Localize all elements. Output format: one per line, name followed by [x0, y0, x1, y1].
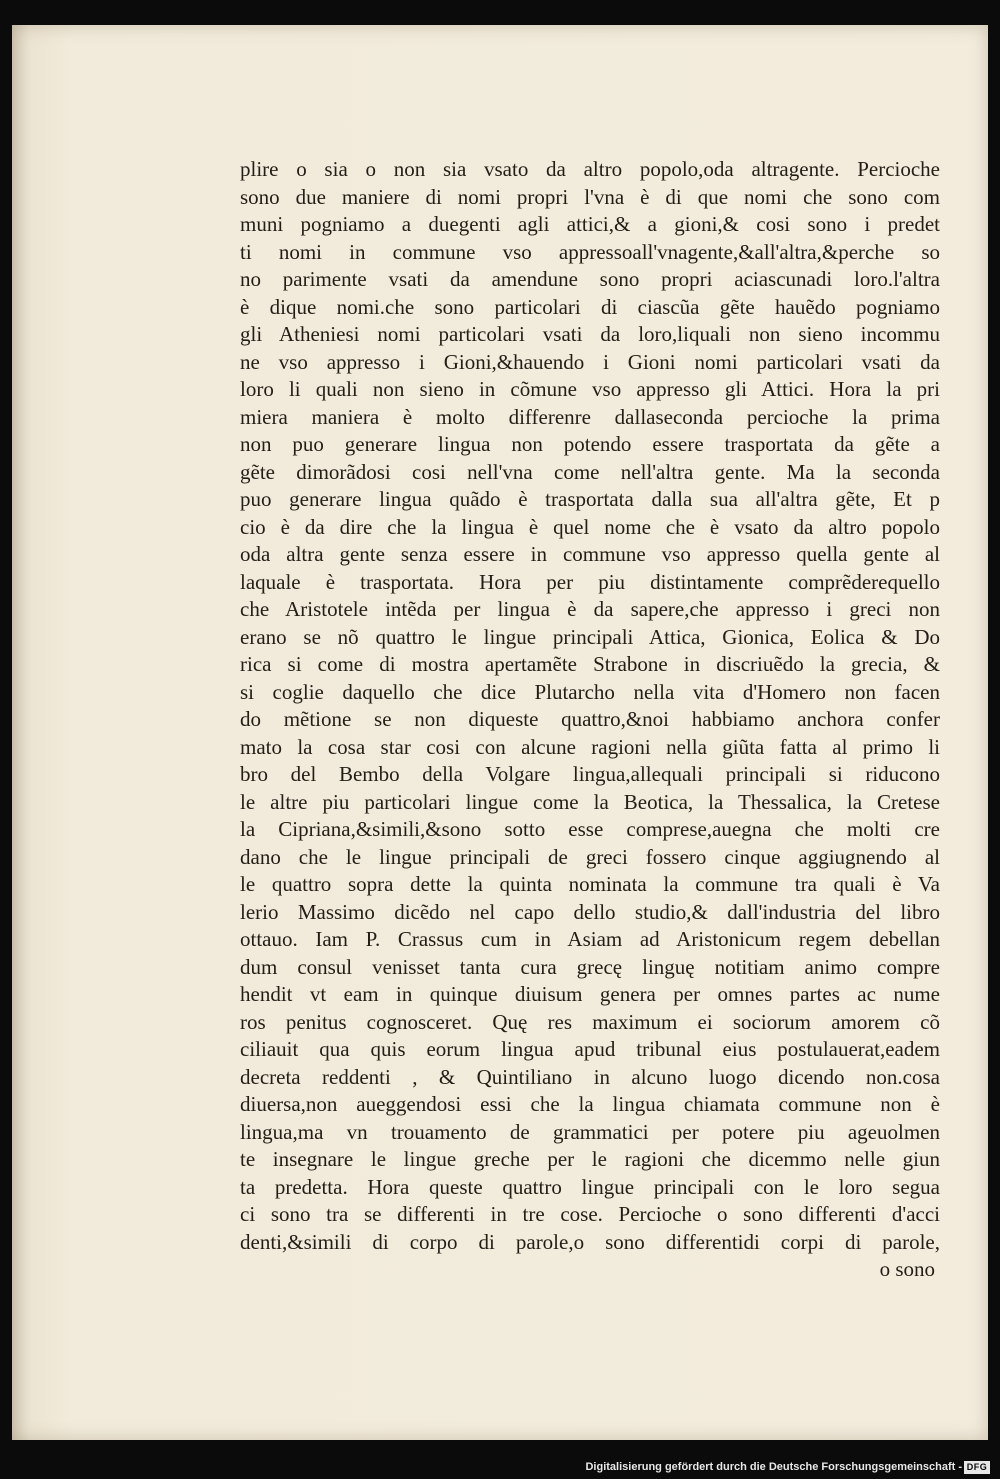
text-line: rica si come di mostra apertamẽte Strabone in discriuẽdo la grecia, &: [240, 652, 940, 676]
text-line: dano che le lingue principali de greci fossero cinque aggiugnendo al: [240, 844, 940, 869]
text-line: ros penitus cognosceret. Quę res maximum ei sociorum amorem cõ: [240, 1009, 940, 1034]
text-line: mato la cosa star cosi con alcune ragioni nella giũta fatta al primo li: [240, 734, 940, 759]
funding-credit: Digitalisierung gefördert durch die Deutsche Forschungsgemeinschaft -: [585, 1461, 962, 1473]
text-line: erano se nõ quattro le lingue principali Attica, Gionica, Eolica & Do: [240, 624, 940, 649]
catchword: o sono: [879, 1257, 935, 1281]
text-line: miera maniera è molto differenre dallaseconda percioche la prima: [240, 404, 940, 429]
text-line: è dique nomi.che sono particolari di ciascũa gẽte hauẽdo pogniamo: [240, 294, 940, 319]
text-line: oda altra gente senza essere in commune vso appresso quella gente al: [240, 542, 940, 566]
text-line: gẽte dimorãdosi cosi nell'vna come nell'altra gente. Ma la seconda: [240, 459, 940, 484]
text-line: plire o sia o non sia vsato da altro popolo,oda altragente. Percioche: [240, 157, 940, 181]
text-line: laquale è trasportata. Hora per piu distintamente comprẽderequello: [240, 569, 940, 594]
text-line: cio è da dire che la lingua è quel nome che è vsato da altro popolo: [240, 514, 940, 539]
text-line: muni pogniamo a duegenti agli attici,& a gioni,& cosi sono i predet: [240, 212, 940, 236]
text-line: loro li quali non sieno in cõmune vso appresso gli Attici. Hora la pri: [240, 377, 940, 401]
body-text: [240, 156, 940, 1256]
text-line: ne vso appresso i Gioni,&hauendo i Gioni nomi particolari vsati da: [240, 349, 940, 374]
text-line: diuersa,non aueggendosi essi che la lingua chiamata commune non è: [240, 1092, 940, 1116]
text-line: lingua,ma vn trouamento de grammatici per potere piu ageuolmen: [240, 1119, 940, 1144]
text-line: gli Atheniesi nomi particolari vsati da loro,liquali non sieno incommu: [240, 322, 940, 346]
text-line: si coglie daquello che dice Plutarcho nella vita d'Homero non facen: [240, 679, 940, 704]
digitization-footer: [0, 1440, 1000, 1479]
text-line: no parimente vsati da amendune sono propri aciascunadi loro.l'altra: [240, 267, 940, 291]
text-line: ti nomi in commune vso appressoall'vnagente,&all'altra,&perche so: [240, 239, 940, 264]
text-line: te insegnare le lingue greche per le ragioni che dicemmo nelle giun: [240, 1147, 940, 1171]
text-line: denti,&simili di corpo di parole,o sono differentidi corpi di parole,: [240, 1229, 940, 1254]
text-line: non puo generare lingua non potendo essere trasportata da gẽte a: [240, 432, 940, 456]
text-line: do mẽtione se non diqueste quattro,&noi habbiamo anchora confer: [240, 707, 940, 731]
text-line: ottauo. Iam P. Crassus cum in Asiam ad Aristonicum regem debellan: [240, 927, 940, 951]
text-line: decreta reddenti , & Quintiliano in alcuno luogo dicendo non.cosa: [240, 1064, 940, 1089]
text-line: lerio Massimo dicẽdo nel capo dello studio,& dall'industria del libro: [240, 899, 940, 924]
text-line: la Cipriana,&simili,&sono sotto esse comprese,auegna che molti cre: [240, 817, 940, 841]
text-line: le altre piu particolari lingue come la Beotica, la Thessalica, la Cretese: [240, 789, 940, 814]
text-line: bro del Bembo della Volgare lingua,allequali principali si riducono: [240, 762, 940, 786]
text-line: ta predetta. Hora queste quattro lingue principali con le loro segua: [240, 1174, 940, 1199]
text-line: sono due maniere di nomi propri l'vna è di que nomi che sono com: [240, 184, 940, 209]
text-line: dum consul venisset tanta cura grecę linguę notitiam animo compre: [240, 954, 940, 979]
text-line: che Aristotele intẽda per lingua è da sapere,che appresso i greci non: [240, 597, 940, 621]
text-line: le quattro sopra dette la quinta nominata la commune tra quali è Va: [240, 872, 940, 896]
text-line: puo generare lingua quãdo è trasportata dalla sua all'altra gẽte, Et p: [240, 487, 940, 511]
text-line: hendit vt eam in quinque diuisum genera per omnes partes ac nume: [240, 982, 940, 1006]
dfg-logo: DFG: [964, 1461, 990, 1474]
text-line: ciliauit qua quis eorum lingua apud tribunal eius postulauerat,eadem: [240, 1037, 940, 1061]
text-line: ci sono tra se differenti in tre cose. Percioche o sono differenti d'acci: [240, 1202, 940, 1226]
